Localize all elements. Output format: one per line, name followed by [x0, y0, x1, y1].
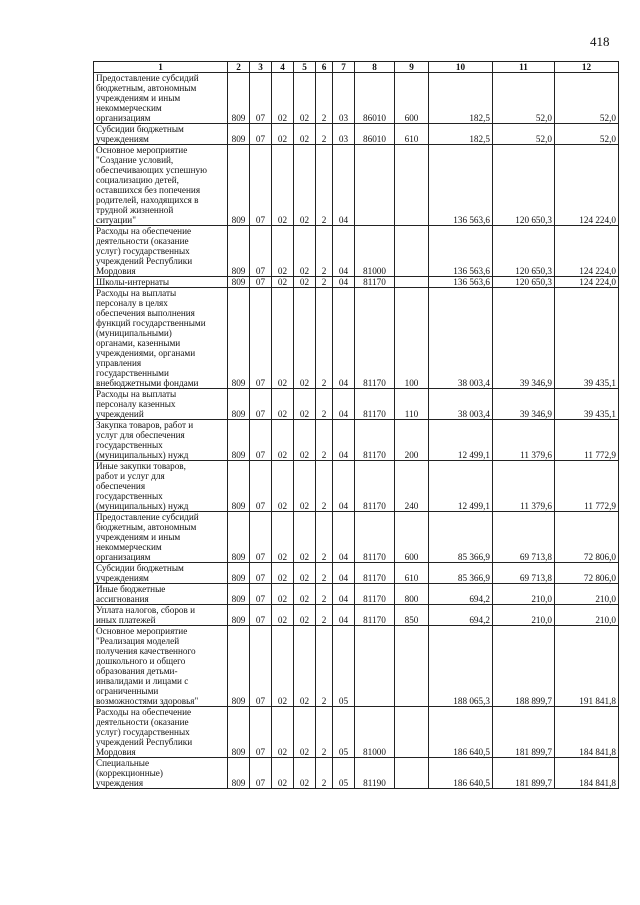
cell-col-10: 694,2: [429, 584, 493, 605]
cell-col-6: 2: [316, 626, 333, 707]
cell-col-11: 210,0: [493, 605, 555, 626]
cell-col-9: 610: [395, 124, 429, 145]
row-name-cell: Расходы на обеспечение деятельности (оказание услуг) государственных учреждений Республики Мордовия: [94, 707, 228, 758]
column-header: 7: [333, 62, 355, 73]
cell-col-10: 186 640,5: [429, 707, 493, 758]
cell-col-2: 809: [228, 758, 250, 789]
cell-col-7: 05: [333, 626, 355, 707]
table-row: [94, 226, 619, 277]
cell-col-11: 11 379,6: [493, 420, 555, 461]
cell-col-7: 03: [333, 124, 355, 145]
cell-col-6: 2: [316, 145, 333, 226]
cell-col-9: 800: [395, 584, 429, 605]
cell-col-8: 81170: [355, 461, 395, 512]
table-row: [94, 707, 619, 758]
cell-col-11: 52,0: [493, 73, 555, 124]
cell-col-5: 02: [294, 707, 316, 758]
row-name-cell: Закупка товаров, работ и услуг для обеспечения государственных (муниципальных) нужд: [94, 420, 228, 461]
cell-col-5: 02: [294, 124, 316, 145]
cell-col-10: 694,2: [429, 605, 493, 626]
row-name-cell: Предоставление субсидий бюджетным, автономным учреждениям и иным некоммерческим организациям: [94, 73, 228, 124]
table-row: [94, 626, 619, 707]
row-name-cell: Уплата налогов, сборов и иных платежей: [94, 605, 228, 626]
row-name-cell: Расходы на выплаты персоналу в целях обеспечения выполнения функций государственными (муниципальными) органами, казенными учреждениями, органами управления государственными внебюджетными фондами: [94, 288, 228, 389]
cell-col-12: 72 806,0: [555, 512, 619, 563]
row-name-cell: Основное мероприятие "Реализация моделей получения качественного дошкольного и общего образования детьми- инвалидами и лицами с ограниченными возможностями здоровья": [94, 626, 228, 707]
row-name-cell: Иные закупки товаров, работ и услуг для обеспечения государственных (муниципальных) нужд: [94, 461, 228, 512]
table-row: [94, 73, 619, 124]
cell-col-2: 809: [228, 73, 250, 124]
cell-col-3: 07: [250, 563, 272, 584]
cell-col-4: 02: [272, 145, 294, 226]
cell-col-7: 04: [333, 389, 355, 420]
cell-col-2: 809: [228, 420, 250, 461]
cell-col-2: 809: [228, 584, 250, 605]
cell-col-8: 81190: [355, 758, 395, 789]
cell-col-4: 02: [272, 512, 294, 563]
cell-col-10: 38 003,4: [429, 389, 493, 420]
table-row: [94, 563, 619, 584]
cell-col-10: 182,5: [429, 73, 493, 124]
table-row: [94, 461, 619, 512]
cell-col-8: 86010: [355, 73, 395, 124]
cell-col-10: 182,5: [429, 124, 493, 145]
cell-col-11: 69 713,8: [493, 563, 555, 584]
column-header: 2: [228, 62, 250, 73]
cell-col-7: 05: [333, 758, 355, 789]
cell-col-7: 04: [333, 277, 355, 288]
cell-col-7: 03: [333, 73, 355, 124]
cell-col-3: 07: [250, 461, 272, 512]
table-row: [94, 584, 619, 605]
table-row: [94, 277, 619, 288]
cell-col-3: 07: [250, 277, 272, 288]
column-header: 4: [272, 62, 294, 73]
table-row: [94, 288, 619, 389]
row-name-cell: Субсидии бюджетным учреждениям: [94, 563, 228, 584]
cell-col-10: 136 563,6: [429, 145, 493, 226]
cell-col-3: 07: [250, 226, 272, 277]
cell-col-7: 04: [333, 288, 355, 389]
column-header: 10: [429, 62, 493, 73]
cell-col-11: 39 346,9: [493, 288, 555, 389]
cell-col-7: 05: [333, 707, 355, 758]
cell-col-11: 120 650,3: [493, 226, 555, 277]
cell-col-9: [395, 707, 429, 758]
cell-col-4: 02: [272, 277, 294, 288]
cell-col-11: 39 346,9: [493, 389, 555, 420]
cell-col-2: 809: [228, 226, 250, 277]
column-header: 6: [316, 62, 333, 73]
cell-col-3: 07: [250, 605, 272, 626]
cell-col-12: 124 224,0: [555, 145, 619, 226]
cell-col-11: 181 899,7: [493, 758, 555, 789]
column-header: 5: [294, 62, 316, 73]
cell-col-5: 02: [294, 461, 316, 512]
cell-col-12: 184 841,8: [555, 758, 619, 789]
cell-col-7: 04: [333, 563, 355, 584]
row-name-cell: Школы-интернаты: [94, 277, 228, 288]
cell-col-5: 02: [294, 512, 316, 563]
cell-col-5: 02: [294, 563, 316, 584]
cell-col-2: 809: [228, 626, 250, 707]
cell-col-5: 02: [294, 73, 316, 124]
cell-col-8: 81170: [355, 563, 395, 584]
table-body: [94, 73, 619, 789]
row-name-cell: Расходы на обеспечение деятельности (оказание услуг) государственных учреждений Республики Мордовия: [94, 226, 228, 277]
cell-col-11: 11 379,6: [493, 461, 555, 512]
cell-col-12: 11 772,9: [555, 420, 619, 461]
table-row: [94, 758, 619, 789]
cell-col-2: 809: [228, 124, 250, 145]
column-header: 1: [94, 62, 228, 73]
table-row: [94, 124, 619, 145]
cell-col-6: 2: [316, 461, 333, 512]
cell-col-9: [395, 145, 429, 226]
cell-col-10: 186 640,5: [429, 758, 493, 789]
column-header: 3: [250, 62, 272, 73]
cell-col-5: 02: [294, 226, 316, 277]
cell-col-2: 809: [228, 277, 250, 288]
cell-col-10: 85 366,9: [429, 563, 493, 584]
cell-col-8: 86010: [355, 124, 395, 145]
cell-col-9: [395, 226, 429, 277]
cell-col-8: [355, 145, 395, 226]
cell-col-6: 2: [316, 288, 333, 389]
cell-col-7: 04: [333, 461, 355, 512]
cell-col-2: 809: [228, 605, 250, 626]
column-header: 12: [555, 62, 619, 73]
cell-col-4: 02: [272, 707, 294, 758]
cell-col-4: 02: [272, 626, 294, 707]
cell-col-4: 02: [272, 605, 294, 626]
table-row: [94, 145, 619, 226]
cell-col-5: 02: [294, 277, 316, 288]
cell-col-10: 12 499,1: [429, 461, 493, 512]
cell-col-4: 02: [272, 73, 294, 124]
cell-col-3: 07: [250, 145, 272, 226]
table-row: [94, 389, 619, 420]
cell-col-9: 110: [395, 389, 429, 420]
cell-col-6: 2: [316, 512, 333, 563]
cell-col-4: 02: [272, 124, 294, 145]
column-header: 8: [355, 62, 395, 73]
cell-col-4: 02: [272, 226, 294, 277]
cell-col-5: 02: [294, 389, 316, 420]
cell-col-8: 81170: [355, 512, 395, 563]
cell-col-9: 610: [395, 563, 429, 584]
cell-col-7: 04: [333, 420, 355, 461]
row-name-cell: Предоставление субсидий бюджетным, автономным учреждениям и иным некоммерческим организациям: [94, 512, 228, 563]
cell-col-8: 81170: [355, 605, 395, 626]
cell-col-8: 81170: [355, 288, 395, 389]
cell-col-12: 39 435,1: [555, 288, 619, 389]
cell-col-10: 12 499,1: [429, 420, 493, 461]
cell-col-9: 850: [395, 605, 429, 626]
cell-col-10: 136 563,6: [429, 277, 493, 288]
row-name-cell: Основное мероприятие "Создание условий, обеспечивающих успешную социализацию детей, оставшихся без попечения родителей, находящихся в трудной жизненной ситуации": [94, 145, 228, 226]
cell-col-2: 809: [228, 707, 250, 758]
table-row: [94, 605, 619, 626]
cell-col-9: 100: [395, 288, 429, 389]
cell-col-7: 04: [333, 512, 355, 563]
cell-col-2: 809: [228, 563, 250, 584]
cell-col-12: 124 224,0: [555, 277, 619, 288]
cell-col-8: [355, 626, 395, 707]
cell-col-6: 2: [316, 584, 333, 605]
cell-col-4: 02: [272, 420, 294, 461]
cell-col-3: 07: [250, 288, 272, 389]
cell-col-3: 07: [250, 758, 272, 789]
cell-col-9: [395, 277, 429, 288]
cell-col-3: 07: [250, 707, 272, 758]
cell-col-9: 600: [395, 512, 429, 563]
cell-col-12: 72 806,0: [555, 563, 619, 584]
cell-col-6: 2: [316, 420, 333, 461]
cell-col-3: 07: [250, 584, 272, 605]
cell-col-9: 200: [395, 420, 429, 461]
cell-col-12: 210,0: [555, 584, 619, 605]
cell-col-4: 02: [272, 461, 294, 512]
cell-col-2: 809: [228, 512, 250, 563]
cell-col-3: 07: [250, 420, 272, 461]
cell-col-2: 809: [228, 389, 250, 420]
cell-col-4: 02: [272, 584, 294, 605]
cell-col-7: 04: [333, 226, 355, 277]
cell-col-8: 81170: [355, 389, 395, 420]
cell-col-12: 39 435,1: [555, 389, 619, 420]
cell-col-4: 02: [272, 389, 294, 420]
cell-col-3: 07: [250, 389, 272, 420]
table-row: [94, 512, 619, 563]
cell-col-2: 809: [228, 288, 250, 389]
page-number: 418: [590, 34, 610, 49]
cell-col-3: 07: [250, 626, 272, 707]
cell-col-5: 02: [294, 605, 316, 626]
cell-col-5: 02: [294, 288, 316, 389]
cell-col-12: 210,0: [555, 605, 619, 626]
cell-col-9: [395, 626, 429, 707]
cell-col-11: 120 650,3: [493, 145, 555, 226]
cell-col-6: 2: [316, 389, 333, 420]
cell-col-7: 04: [333, 584, 355, 605]
cell-col-8: 81170: [355, 584, 395, 605]
cell-col-11: 188 899,7: [493, 626, 555, 707]
cell-col-6: 2: [316, 758, 333, 789]
cell-col-3: 07: [250, 512, 272, 563]
cell-col-3: 07: [250, 124, 272, 145]
cell-col-11: 120 650,3: [493, 277, 555, 288]
cell-col-12: 11 772,9: [555, 461, 619, 512]
cell-col-6: 2: [316, 605, 333, 626]
cell-col-5: 02: [294, 584, 316, 605]
cell-col-10: 136 563,6: [429, 226, 493, 277]
cell-col-3: 07: [250, 73, 272, 124]
column-header: 9: [395, 62, 429, 73]
cell-col-10: 188 065,3: [429, 626, 493, 707]
row-name-cell: Расходы на выплаты персоналу казенных учреждений: [94, 389, 228, 420]
cell-col-6: 2: [316, 124, 333, 145]
row-name-cell: Специальные (коррекционные) учреждения: [94, 758, 228, 789]
cell-col-11: 52,0: [493, 124, 555, 145]
cell-col-2: 809: [228, 461, 250, 512]
cell-col-12: 191 841,8: [555, 626, 619, 707]
cell-col-2: 809: [228, 145, 250, 226]
row-name-cell: Иные бюджетные ассигнования: [94, 584, 228, 605]
cell-col-6: 2: [316, 707, 333, 758]
header-row: [94, 62, 619, 73]
cell-col-4: 02: [272, 288, 294, 389]
cell-col-7: 04: [333, 605, 355, 626]
cell-col-6: 2: [316, 73, 333, 124]
cell-col-8: 81170: [355, 277, 395, 288]
cell-col-8: 81000: [355, 226, 395, 277]
cell-col-11: 210,0: [493, 584, 555, 605]
cell-col-10: 85 366,9: [429, 512, 493, 563]
cell-col-9: 600: [395, 73, 429, 124]
column-header: 11: [493, 62, 555, 73]
cell-col-11: 181 899,7: [493, 707, 555, 758]
table-row: [94, 420, 619, 461]
cell-col-11: 69 713,8: [493, 512, 555, 563]
cell-col-6: 2: [316, 563, 333, 584]
cell-col-12: 52,0: [555, 73, 619, 124]
cell-col-6: 2: [316, 226, 333, 277]
cell-col-8: 81000: [355, 707, 395, 758]
cell-col-12: 52,0: [555, 124, 619, 145]
cell-col-12: 184 841,8: [555, 707, 619, 758]
cell-col-9: [395, 758, 429, 789]
cell-col-7: 04: [333, 145, 355, 226]
cell-col-8: 81170: [355, 420, 395, 461]
cell-col-4: 02: [272, 563, 294, 584]
cell-col-12: 124 224,0: [555, 226, 619, 277]
budget-table: [93, 61, 619, 789]
cell-col-4: 02: [272, 758, 294, 789]
row-name-cell: Субсидии бюджетным учреждениям: [94, 124, 228, 145]
cell-col-5: 02: [294, 145, 316, 226]
cell-col-10: 38 003,4: [429, 288, 493, 389]
cell-col-5: 02: [294, 420, 316, 461]
cell-col-5: 02: [294, 626, 316, 707]
cell-col-5: 02: [294, 758, 316, 789]
cell-col-6: 2: [316, 277, 333, 288]
cell-col-9: 240: [395, 461, 429, 512]
